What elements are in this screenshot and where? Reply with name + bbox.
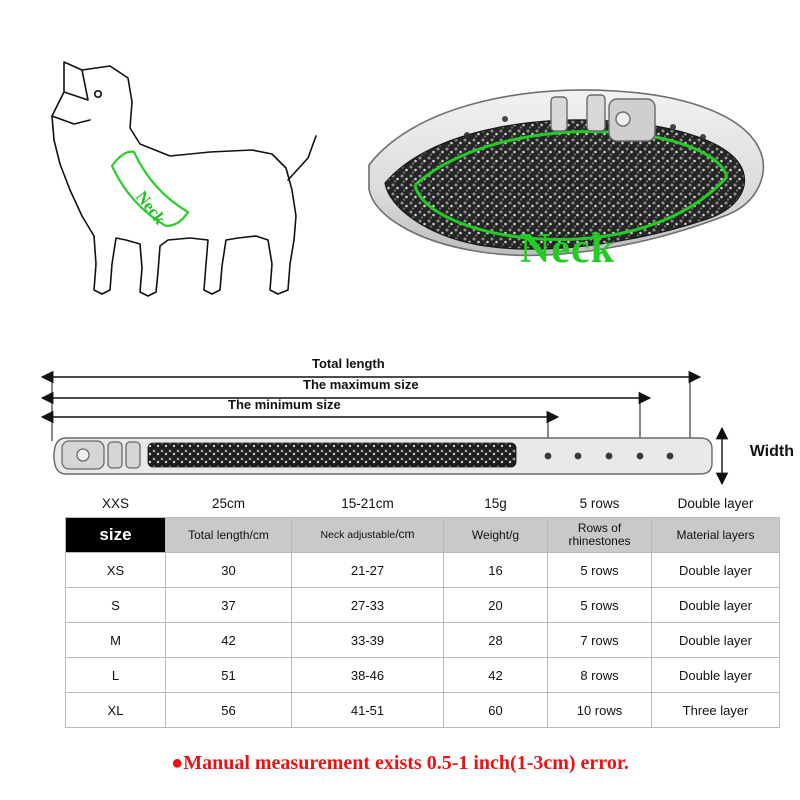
cell-material: Three layer	[652, 693, 780, 728]
header-total-length-text: Total length	[188, 527, 250, 542]
cell-size: L	[66, 658, 166, 693]
cell-neck: 38-46	[292, 658, 444, 693]
header-material-layers: Material layers	[652, 518, 780, 553]
cell-weight: 28	[444, 623, 548, 658]
header-weight-unit: /g	[509, 527, 520, 542]
cell-total-length: 30	[166, 553, 292, 588]
size-table	[65, 489, 755, 728]
label-maximum-size: The maximum size	[303, 377, 419, 392]
cell-size: XS	[66, 553, 166, 588]
cell-material: Double layer	[652, 553, 780, 588]
header-rows-line2: rhinestones	[568, 534, 631, 548]
cell-xxs-size: XXS	[101, 495, 129, 511]
cell-weight: 42	[444, 658, 548, 693]
cell-weight: 60	[444, 693, 548, 728]
cell-size: XL	[66, 693, 166, 728]
header-total-length-unit: /cm	[249, 527, 269, 542]
cell-xxs-material: Double layer	[677, 495, 754, 511]
cell-rows: 5 rows	[548, 588, 652, 623]
collar-svg	[355, 75, 775, 320]
header-neck-adjustable	[292, 518, 444, 553]
header-rows-of-rhinestones	[548, 518, 652, 553]
header-neck-adjustable-unit: /cm	[395, 527, 415, 542]
cell-neck: 27-33	[292, 588, 444, 623]
cell-material: Double layer	[652, 623, 780, 658]
cell-rows: 5 rows	[548, 553, 652, 588]
cell-xxs-rows: 5 rows	[579, 495, 620, 511]
cell-xxs-total-length: 25cm	[211, 495, 245, 511]
cell-total-length: 42	[166, 623, 292, 658]
table-row-xxs	[66, 489, 780, 518]
cell-weight: 20	[444, 588, 548, 623]
cell-size: S	[66, 588, 166, 623]
table-row	[66, 553, 780, 588]
cell-material: Double layer	[652, 588, 780, 623]
table-row	[66, 658, 780, 693]
header-neck-adjustable-text: Neck adjustable	[320, 529, 396, 542]
note-text: Manual measurement exists 0.5-1 inch(1-3cm) error.	[183, 752, 629, 774]
cell-xxs-weight: 15g	[484, 495, 507, 511]
header-rows-line1: Rows of	[577, 521, 622, 536]
table-header-row	[66, 518, 780, 553]
size-table-element	[65, 489, 780, 728]
measurement-diagram	[0, 345, 800, 490]
table-row	[66, 588, 780, 623]
bullet-icon: ●	[171, 752, 184, 774]
cell-neck: 33-39	[292, 623, 444, 658]
table-row	[66, 623, 780, 658]
cell-neck: 41-51	[292, 693, 444, 728]
cell-total-length: 37	[166, 588, 292, 623]
header-weight-text: Weight	[471, 527, 510, 542]
dog-illustration	[20, 40, 340, 330]
label-minimum-size: The minimum size	[228, 397, 341, 412]
cell-total-length: 51	[166, 658, 292, 693]
cell-xxs-neck: 15-21cm	[341, 495, 394, 511]
measurement-svg	[0, 345, 800, 490]
header-size: size	[66, 518, 166, 553]
cell-material: Double layer	[652, 658, 780, 693]
header-weight	[444, 518, 548, 553]
dog-outline-svg	[20, 40, 340, 330]
cell-weight: 16	[444, 553, 548, 588]
header-total-length	[166, 518, 292, 553]
cell-size: M	[66, 623, 166, 658]
label-total-length: Total length	[312, 356, 385, 371]
cell-rows: 8 rows	[548, 658, 652, 693]
label-width: Width	[749, 443, 794, 460]
cell-rows: 10 rows	[548, 693, 652, 728]
collar-neck-label: Neck	[520, 226, 615, 272]
cell-total-length: 56	[166, 693, 292, 728]
dog-neck-label: Neck	[131, 187, 170, 229]
table-row	[66, 693, 780, 728]
cell-rows: 7 rows	[548, 623, 652, 658]
cell-neck: 21-27	[292, 553, 444, 588]
measurement-note	[0, 752, 800, 775]
collar-illustration	[355, 75, 775, 320]
